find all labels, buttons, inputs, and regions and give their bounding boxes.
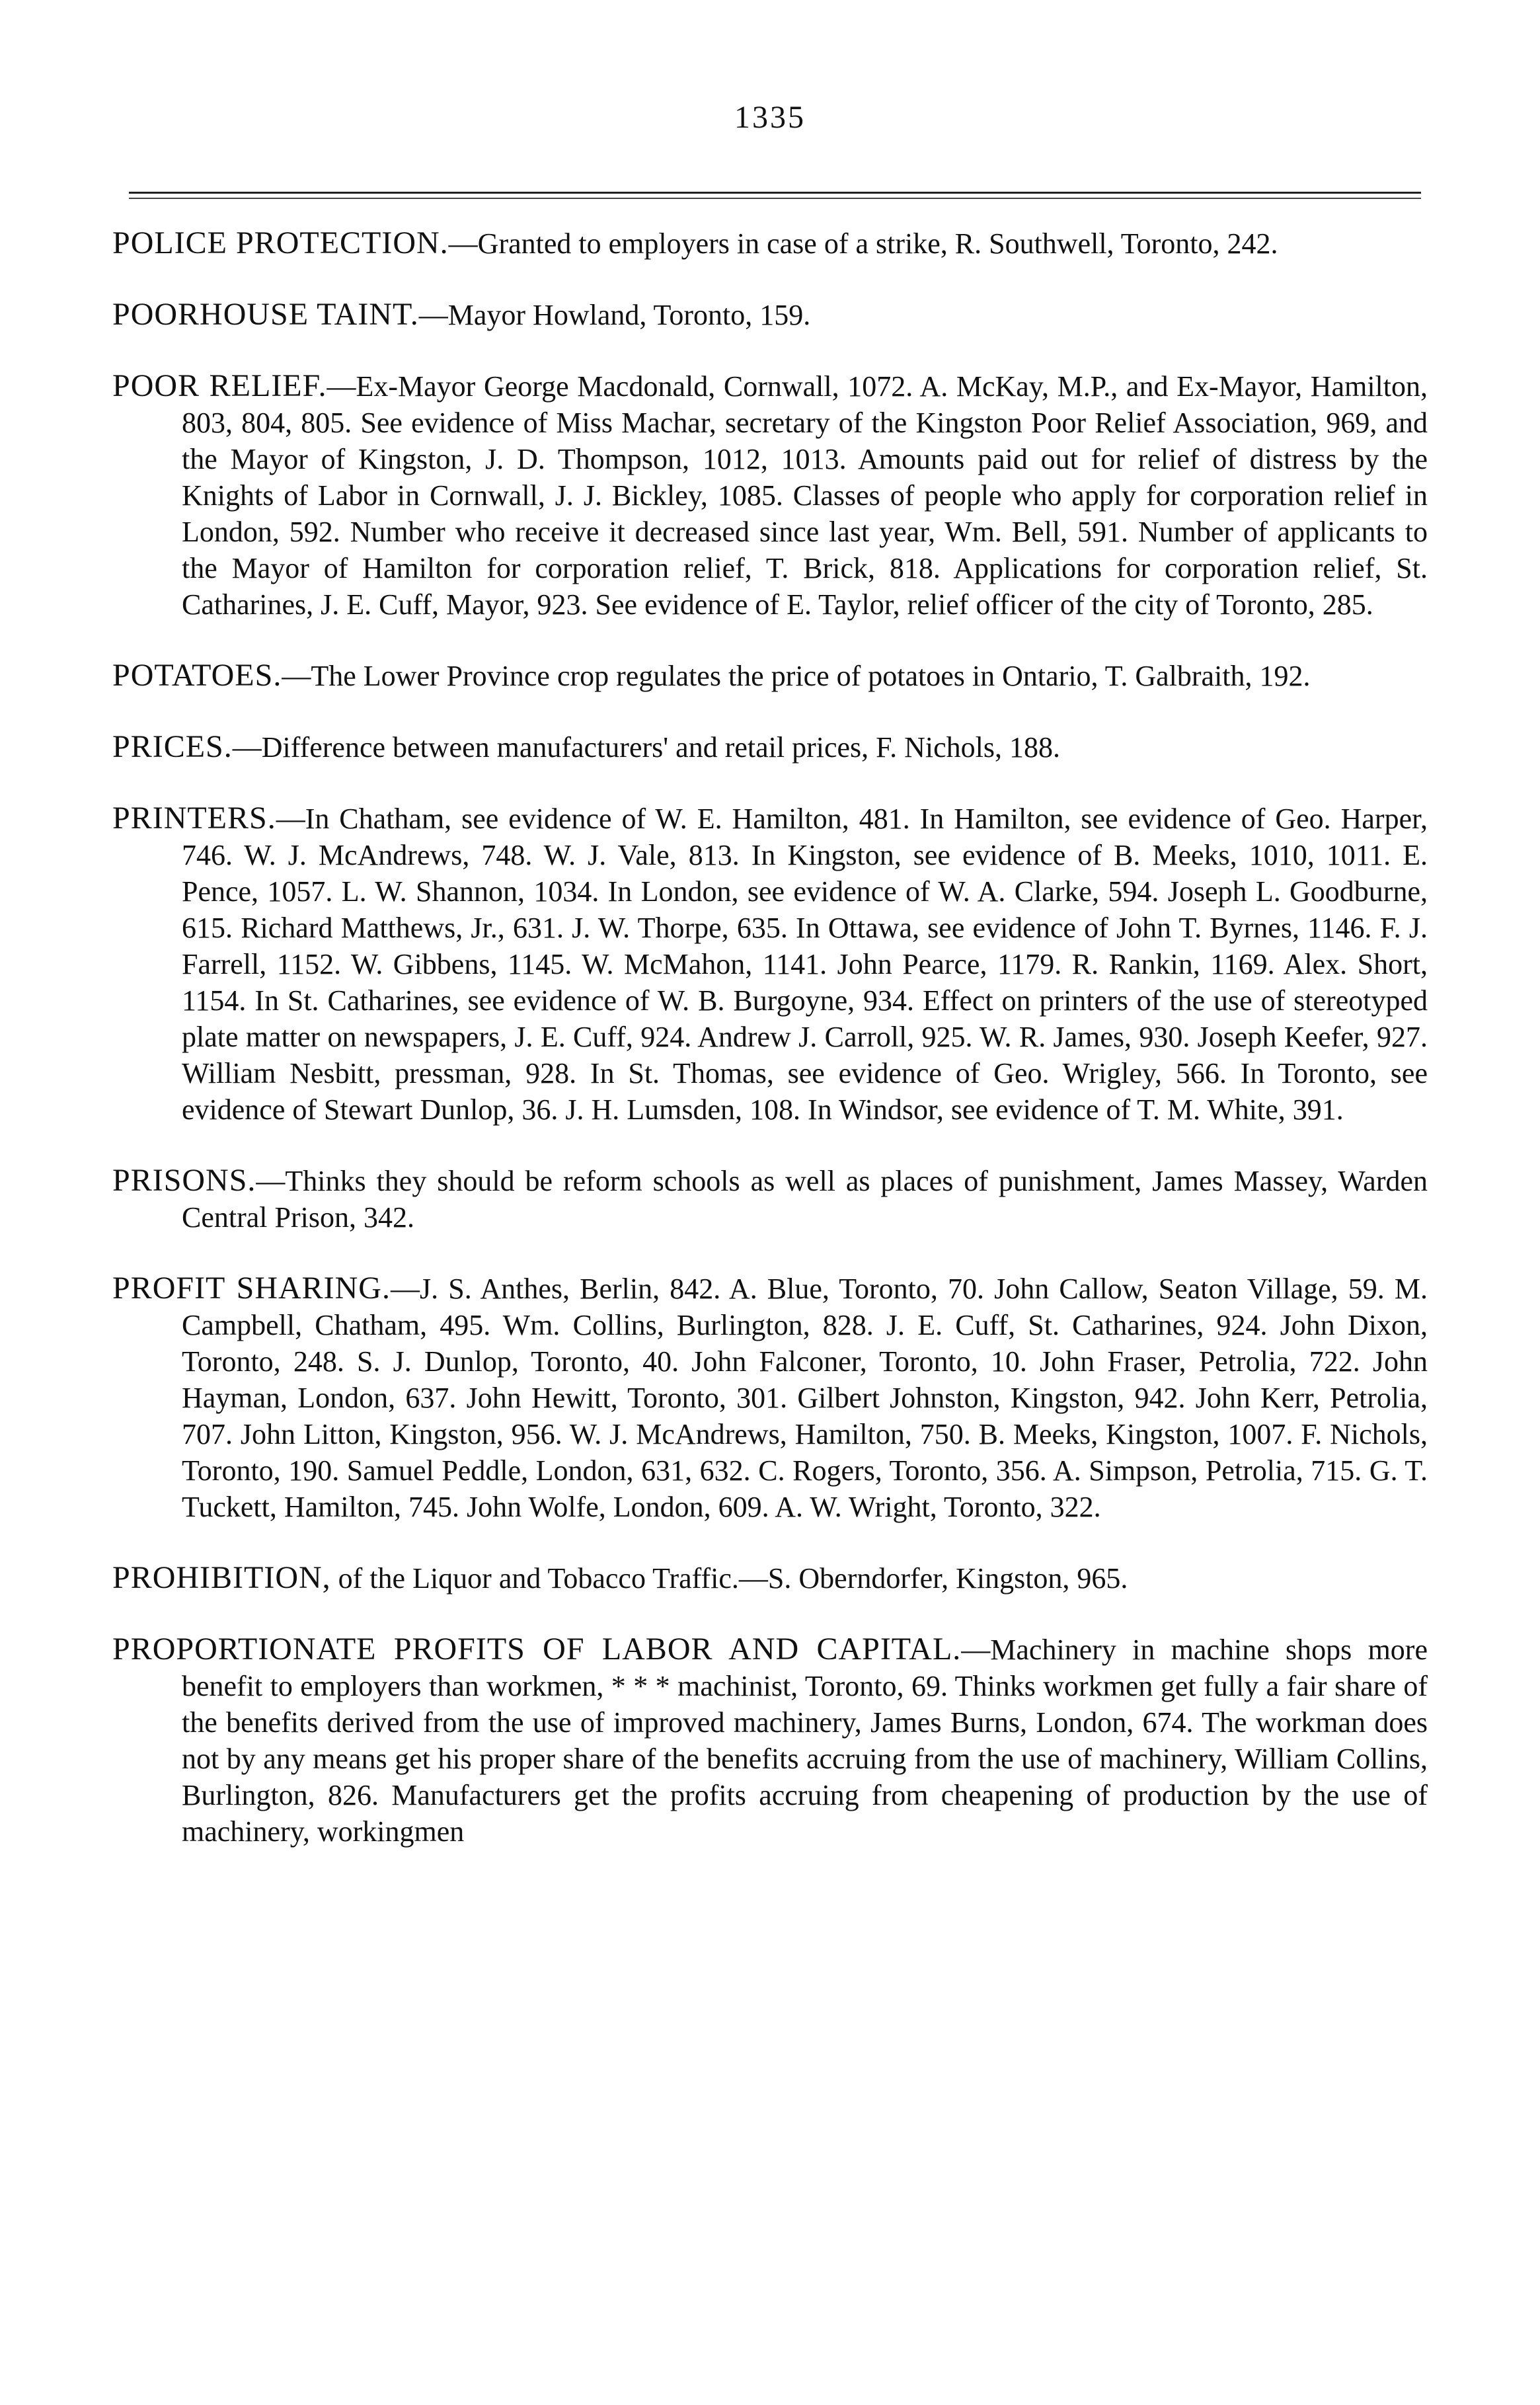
entry-text: —Ex-Mayor George Macdonald, Cornwall, 1072. A. McKay, M.P., and Ex-Mayor, Hamilton, 803, 804, 805. See evidence of Miss Machar, secretary of the Kingston Poor Relief Association, 969, and the Mayor of Kingston, J. D. Thompson, 1012, 1013. Amounts paid out for relief of distress by the Knights of Labor in Cornwall, J. J. Bickley, 1085. Classes of people who apply for corporation relief in London, 592. Number who receive it decreased since last year, Wm. Bell, 591. Number of applicants to the Mayor of Hamilton for corporation relief, T. Brick, 818. Applications for corporation relief, St. Catharines, J. E. Cuff, Mayor, 923. See evidence of E. Taylor, relief officer of the city of Toronto, 285. (182, 370, 1428, 621)
entry-heading: POLICE PROTECTION. (112, 225, 449, 260)
entry-heading: POORHOUSE TAINT. (112, 297, 419, 332)
index-entry-potatoes (112, 657, 1428, 694)
header-rule-secondary (129, 198, 1421, 199)
entry-heading: PROFIT SHARING. (112, 1271, 391, 1306)
entry-heading: POTATOES. (112, 658, 282, 693)
entry-text: —Mayor Howland, Toronto, 159. (418, 299, 811, 331)
entry-text: of the Liquor and Tobacco Traffic.—S. Oberndorfer, Kingston, 965. (330, 1562, 1128, 1595)
index-entry-prohibition (112, 1559, 1428, 1597)
index-entry-printers (112, 800, 1428, 1128)
entry-heading: PRINTERS. (112, 801, 276, 836)
header-rule (129, 192, 1421, 194)
entry-text: —Thinks they should be reform schools as well as places of punishment, James Massey, Warden Central Prison, 342. (182, 1165, 1428, 1234)
index-entry-police-protection (112, 225, 1428, 262)
entry-heading: PRICES. (112, 729, 233, 764)
entry-text: —The Lower Province crop regulates the price of potatoes in Ontario, T. Galbraith, 192. (282, 660, 1311, 692)
entry-text: —Machinery in machine shops more benefit to employers than workmen, * * * machinist, Toronto, 69. Thinks workmen get fully a fair share of the benefits derived from the use of improved machinery, James Burns, London, 674. The workman does not by any means get his proper share of the benefits accruing from the use of machinery, William Collins, Burlington, 826. Manufacturers get the profits accruing from cheapening of production by the use of machinery, workingmen (182, 1634, 1428, 1848)
page-number: 1335 (734, 100, 806, 135)
index-entry-profit-sharing (112, 1270, 1428, 1525)
index-entry-prices (112, 729, 1428, 766)
entry-heading: PROPORTIONATE PROFITS OF LABOR AND CAPITAL. (112, 1632, 962, 1667)
entry-text: —Difference between manufacturers' and retail prices, F. Nichols, 188. (232, 731, 1060, 764)
index-entries (112, 225, 1428, 1884)
entry-heading: POOR RELIEF. (112, 368, 327, 403)
entry-heading: PROHIBITION, (112, 1560, 331, 1595)
entry-text: —In Chatham, see evidence of W. E. Hamilton, 481. In Hamilton, see evidence of Geo. Harper, 746. W. J. McAndrews, 748. W. J. Vale, 813. In Kingston, see evidence of B. Meeks, 1010, 1011. E. Pence, 1057. L. W. Shannon, 1034. In London, see evidence of W. A. Clarke, 594. Joseph L. Goodburne, 615. Richard Matthews, Jr., 631. J. W. Thorpe, 635. In Ottawa, see evidence of John T. Byrnes, 1146. F. J. Farrell, 1152. W. Gibbens, 1145. W. McMahon, 1141. John Pearce, 1179. R. Rankin, 1169. Alex. Short, 1154. In St. Catharines, see evidence of W. B. Burgoyne, 934. Effect on printers of the use of stereotyped plate matter on newspapers, J. E. Cuff, 924. Andrew J. Carroll, 925. W. R. James, 930. Joseph Keefer, 927. William Nesbitt, pressman, 928. In St. Thomas, see evidence of Geo. Wrigley, 566. In Toronto, see evidence of Stewart Dunlop, 36. J. H. Lumsden, 108. In Windsor, see evidence of T. M. White, 391. (182, 803, 1428, 1126)
index-entry-poor-relief (112, 368, 1428, 623)
entry-text: —J. S. Anthes, Berlin, 842. A. Blue, Toronto, 70. John Callow, Seaton Village, 59. M. Campbell, Chatham, 495. Wm. Collins, Burlington, 828. J. E. Cuff, St. Catharines, 924. John Dixon, Toronto, 248. S. J. Dunlop, Toronto, 40. John Falconer, Toronto, 10. John Fraser, Petrolia, 722. John Hayman, London, 637. John Hewitt, Toronto, 301. Gilbert Johnston, Kingston, 942. John Kerr, Petrolia, 707. John Litton, Kingston, 956. W. J. McAndrews, Hamilton, 750. B. Meeks, Kingston, 1007. F. Nichols, Toronto, 190. Samuel Peddle, London, 631, 632. C. Rogers, Toronto, 356. A. Simpson, Petrolia, 715. G. T. Tuckett, Hamilton, 745. John Wolfe, London, 609. A. W. Wright, Toronto, 322. (182, 1273, 1428, 1523)
entry-text: —Granted to employers in case of a strike, R. Southwell, Toronto, 242. (448, 227, 1278, 260)
index-entry-proportionate-profits (112, 1631, 1428, 1850)
index-entry-poorhouse-taint (112, 296, 1428, 333)
index-entry-prisons (112, 1162, 1428, 1236)
entry-heading: PRISONS. (112, 1163, 256, 1198)
